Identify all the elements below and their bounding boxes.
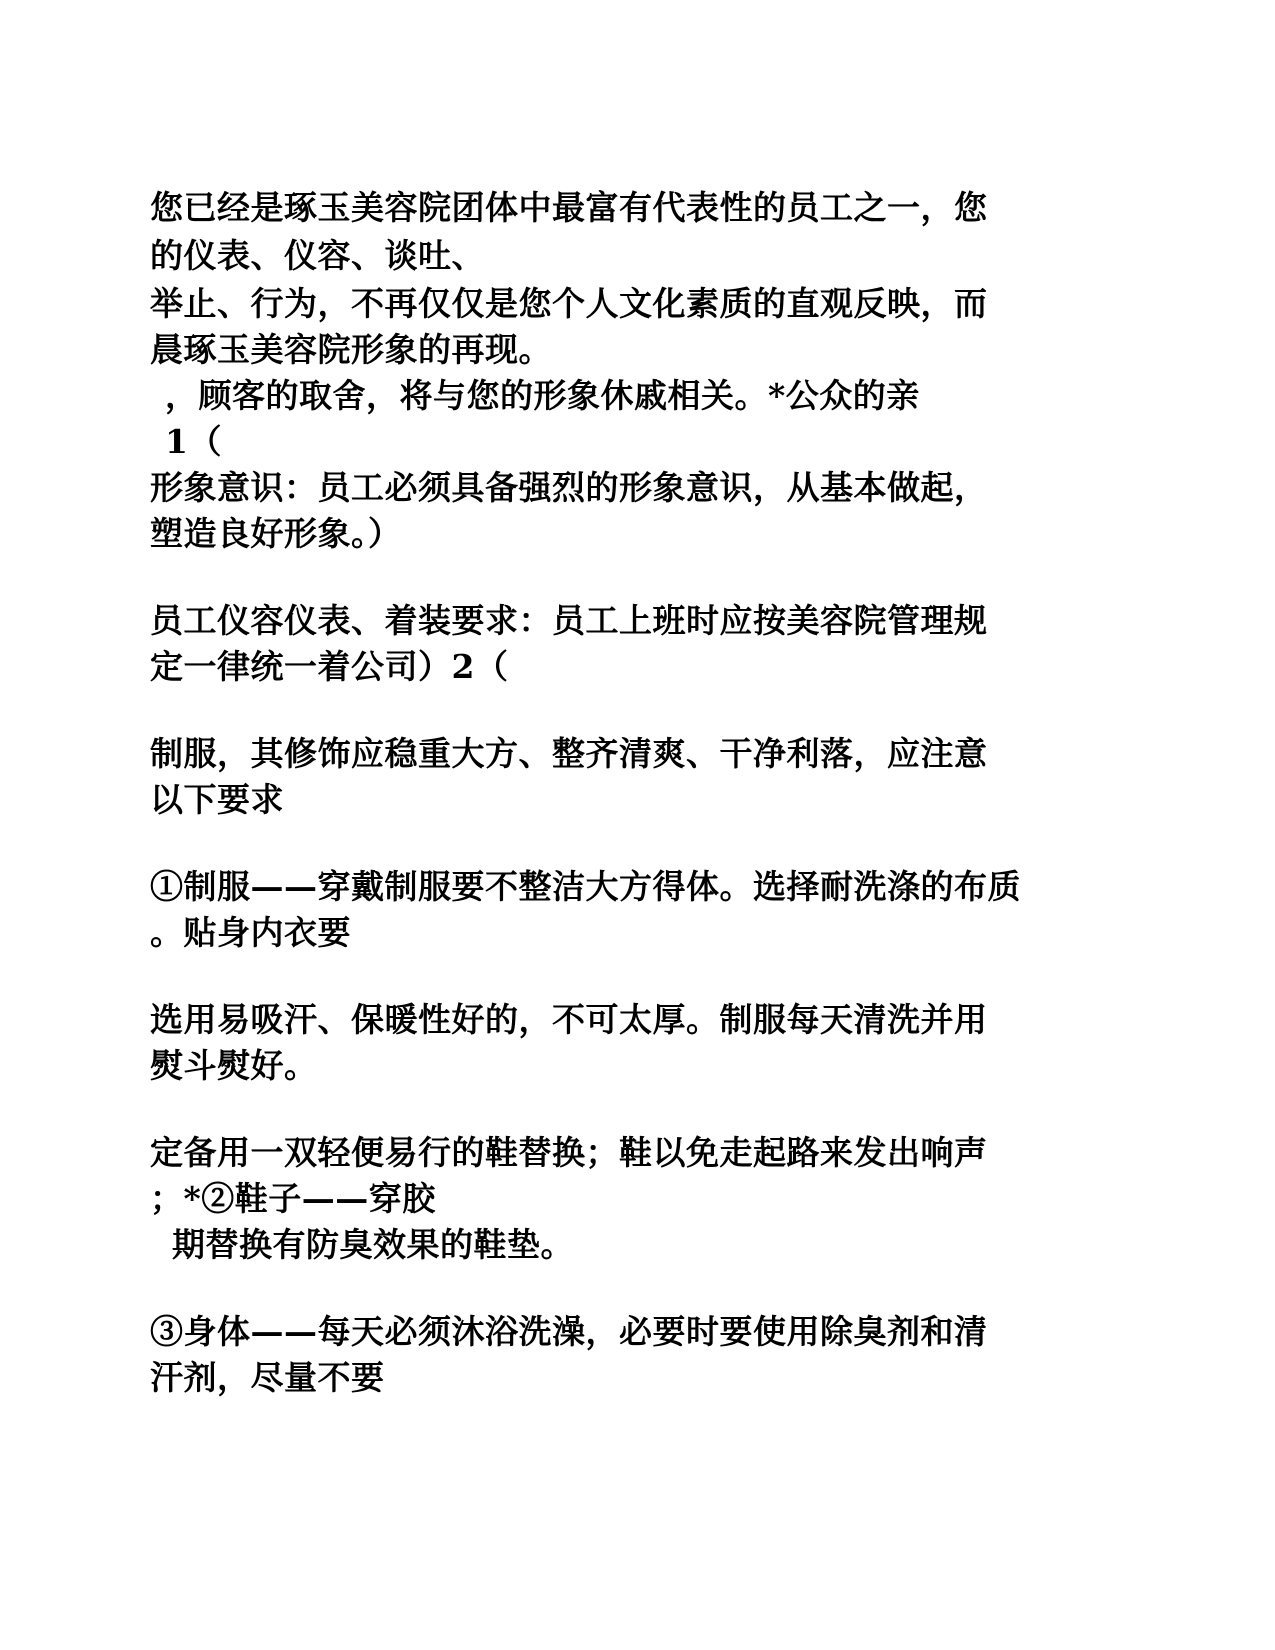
text-line: 制服，其修饰应稳重大方、整齐清爽、干净利落，应注意 [150,734,988,773]
text-line: 塑造良好形象。） [150,514,402,553]
text-line: 员工仪容仪表、着装要求：员工上班时应按美容院管理规 [150,601,988,640]
text-line: 。贴身内衣要 [150,913,351,952]
text-line: 选用易吸汗、保暖性好的，不可太厚。制服每天清洗并用 [150,1000,988,1039]
text-line: 以下要求 [150,780,284,819]
text-line: ①制服——穿戴制服要不整洁大方得体。选择耐洗涤的布质 [150,867,1021,906]
text-line: 晨琢玉美容院形象的再现。 [150,330,552,369]
text-line: 举止、行为，不再仅仅是您个人文化素质的直观反映，而 [150,284,988,323]
text-line: 期替换有防臭效果的鞋垫。 [172,1225,574,1264]
text-line: 汗剂，尽量不要 [150,1358,385,1397]
text-line: 熨斗熨好。 [150,1046,318,1085]
text-line: 的仪表、仪容、谈吐、 [150,236,485,275]
text-line: ③身体——每天必须沐浴洗澡，必要时要使用除臭剂和清 [150,1312,988,1351]
text-line: 1（ [165,422,222,461]
text-line: 定一律统一着公司）2（ [150,647,509,686]
text-line: 您已经是琢玉美容院团体中最富有代表性的员工之一，您 [150,188,988,227]
text-line: ，顾客的取舍，将与您的形象休戚相关。*公众的亲 [165,376,920,415]
text-line: ；*②鞋子——穿胶 [150,1179,436,1218]
text-line: 定备用一双轻便易行的鞋替换；鞋以免走起路来发出响声 [150,1133,988,1172]
text-line: 形象意识：员工必须具备强烈的形象意识，从基本做起， [150,468,988,507]
